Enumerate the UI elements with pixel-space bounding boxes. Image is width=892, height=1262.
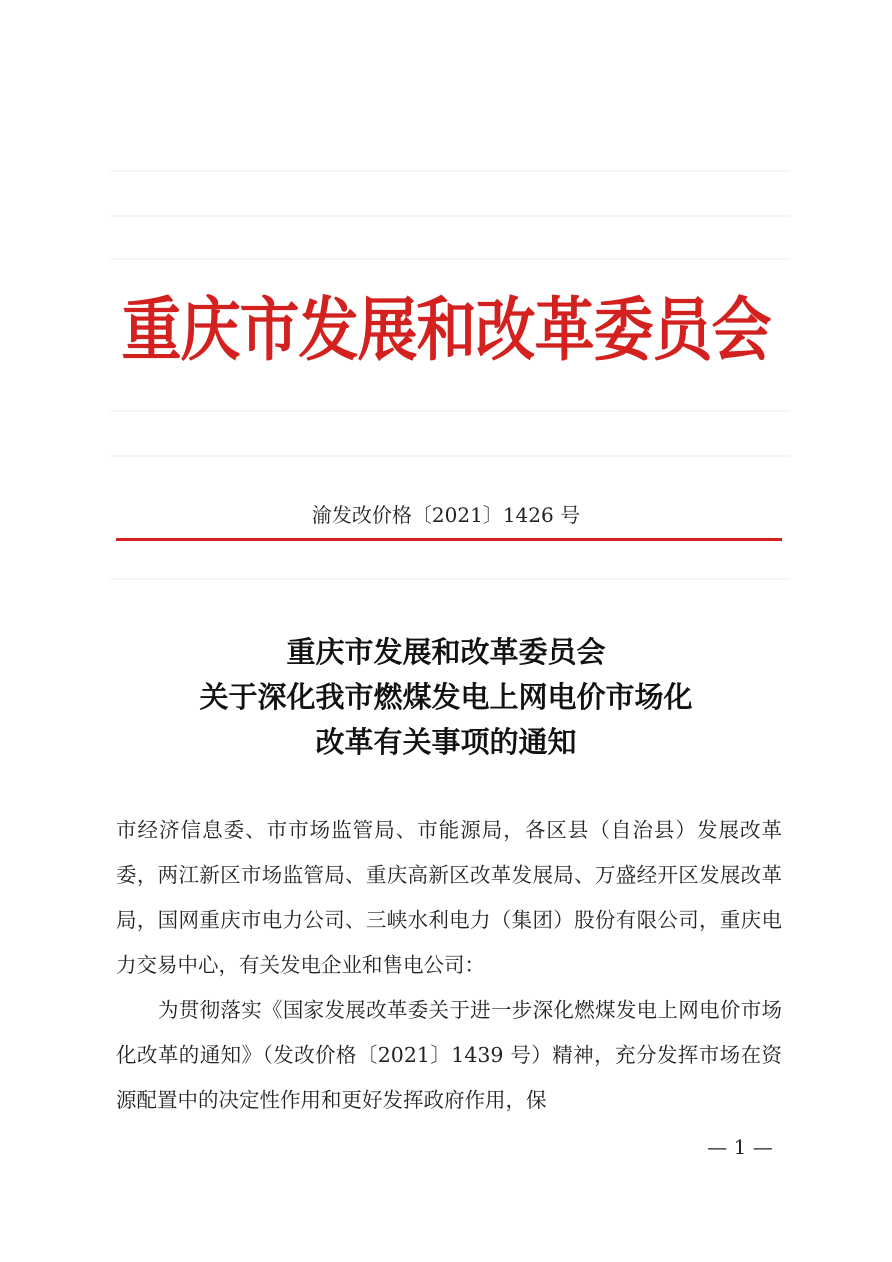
title-line-3: 改革有关事项的通知 [315,725,577,759]
body-paragraph: 为贯彻落实《国家发展改革委关于进一步深化燃煤发电上网电价市场化改革的通知》（发改价格〔2021〕1439 号）精神，充分发挥市场在资源配置中的决定性作用和更好发挥政府作用，保 [116,998,782,1112]
title-line-2: 关于深化我市燃煤发电上网电价市场化 [199,680,693,714]
bleed-through-line [110,258,790,260]
addressee-paragraph: 市经济信息委、市市场监管局、市能源局，各区县（自治县）发展改革委，两江新区市场监管局、重庆高新区改革发展局、万盛经开区发展改革局，国网重庆市电力公司、三峡水利电力（集团）股份有限公司，重庆电力交易中心，有关发电企业和售电公司： [116,818,782,977]
red-divider-line [116,538,782,541]
bleed-through-line [110,170,790,172]
document-body [116,808,782,1123]
document-number: 渝发改价格〔2021〕1426 号 [311,503,581,527]
bleed-through-line [110,455,790,457]
page-number: — 1 — [707,1135,773,1159]
bleed-through-line [110,215,790,217]
document-title [0,630,892,765]
bleed-through-line [110,410,790,412]
title-line-1: 重庆市发展和改革委员会 [286,635,606,669]
letterhead-title: 重庆市发展和改革委员会 [121,290,771,371]
bleed-through-line [110,578,790,580]
